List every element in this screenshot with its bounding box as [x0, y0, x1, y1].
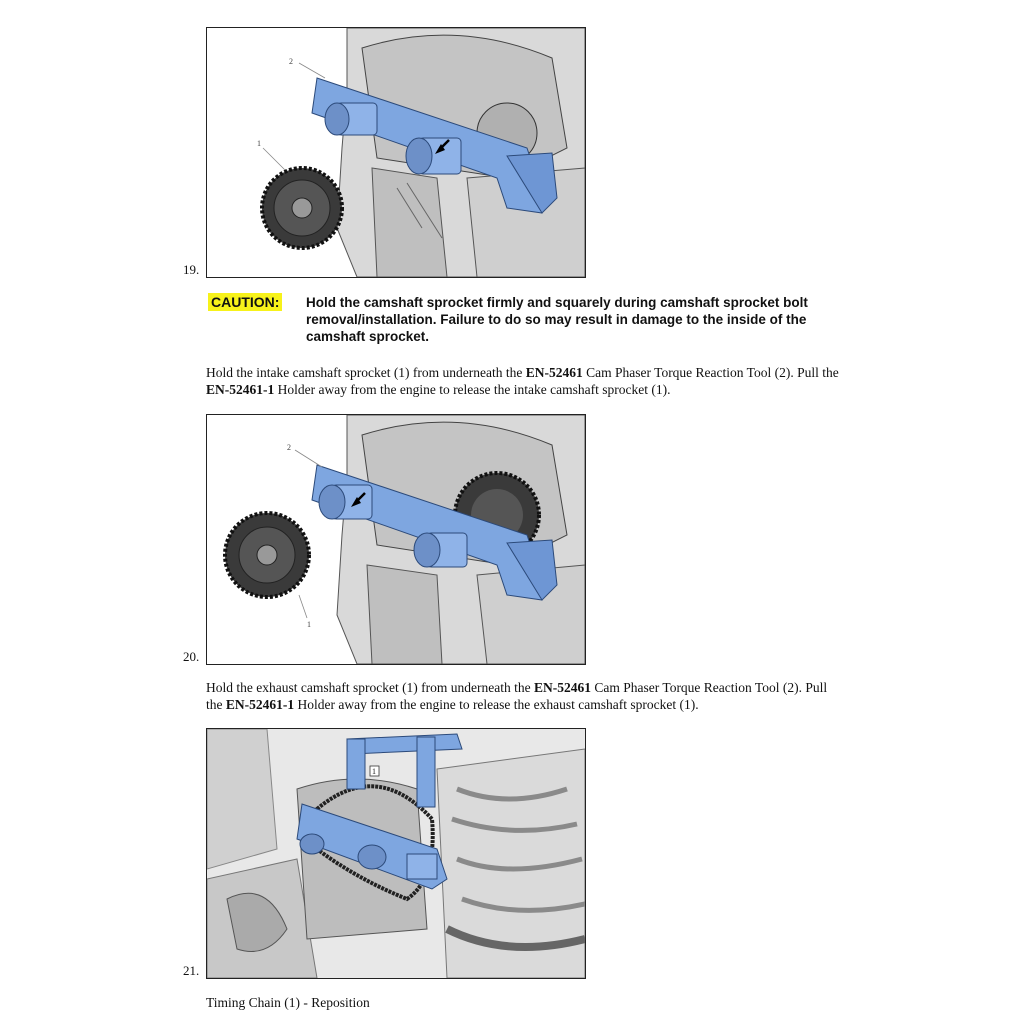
figure-step-21 — [206, 728, 586, 979]
instruction-step-21: Timing Chain (1) - Reposition — [206, 995, 370, 1010]
instruction-step-19 — [206, 364, 846, 398]
callout-2: 2 — [289, 57, 293, 66]
illustration-timing-chain — [207, 729, 585, 978]
instruction-text: Hold the intake camshaft sprocket (1) from underneath the — [206, 365, 526, 380]
illustration-cam-tool-intake — [207, 28, 585, 277]
step-number: 20. — [183, 649, 200, 664]
caution-text: Hold the camshaft sprocket firmly and squarely during camshaft sprocket bolt removal/installation. Failure to do so may result in damage to the inside of the camshaft sprocket. — [306, 295, 808, 344]
instruction-step-20 — [206, 679, 846, 713]
callout-1: 1 — [372, 767, 376, 776]
instruction-text: Holder away from the engine to release the exhaust camshaft sprocket (1). — [294, 697, 699, 712]
instruction-text: Hold the exhaust camshaft sprocket (1) from underneath the — [206, 680, 535, 695]
caution-label: CAUTION: — [208, 293, 282, 311]
callout-2: 2 — [287, 443, 291, 452]
callout-1: 1 — [307, 620, 311, 629]
callout-1: 1 — [257, 139, 261, 148]
tool-number: EN-52461-1 — [206, 382, 275, 397]
instruction-text: Cam Phaser Torque Reaction Tool (2). Pull the — [582, 365, 839, 380]
figure-step-20 — [206, 414, 586, 665]
step-number: 21. — [183, 963, 200, 978]
tool-number: EN-52461 — [534, 680, 592, 695]
tool-number: EN-52461-1 — [225, 697, 295, 712]
tool-number: EN-52461 — [525, 365, 583, 380]
instruction-text: Cam Phaser Torque Reaction Tool (2). Pull the — [206, 680, 828, 712]
step-number: 19. — [183, 262, 200, 277]
figure-step-19 — [206, 27, 586, 278]
illustration-cam-tool-exhaust — [207, 415, 585, 664]
instruction-text: Holder away from the engine to release the intake camshaft sprocket (1). — [274, 382, 671, 397]
